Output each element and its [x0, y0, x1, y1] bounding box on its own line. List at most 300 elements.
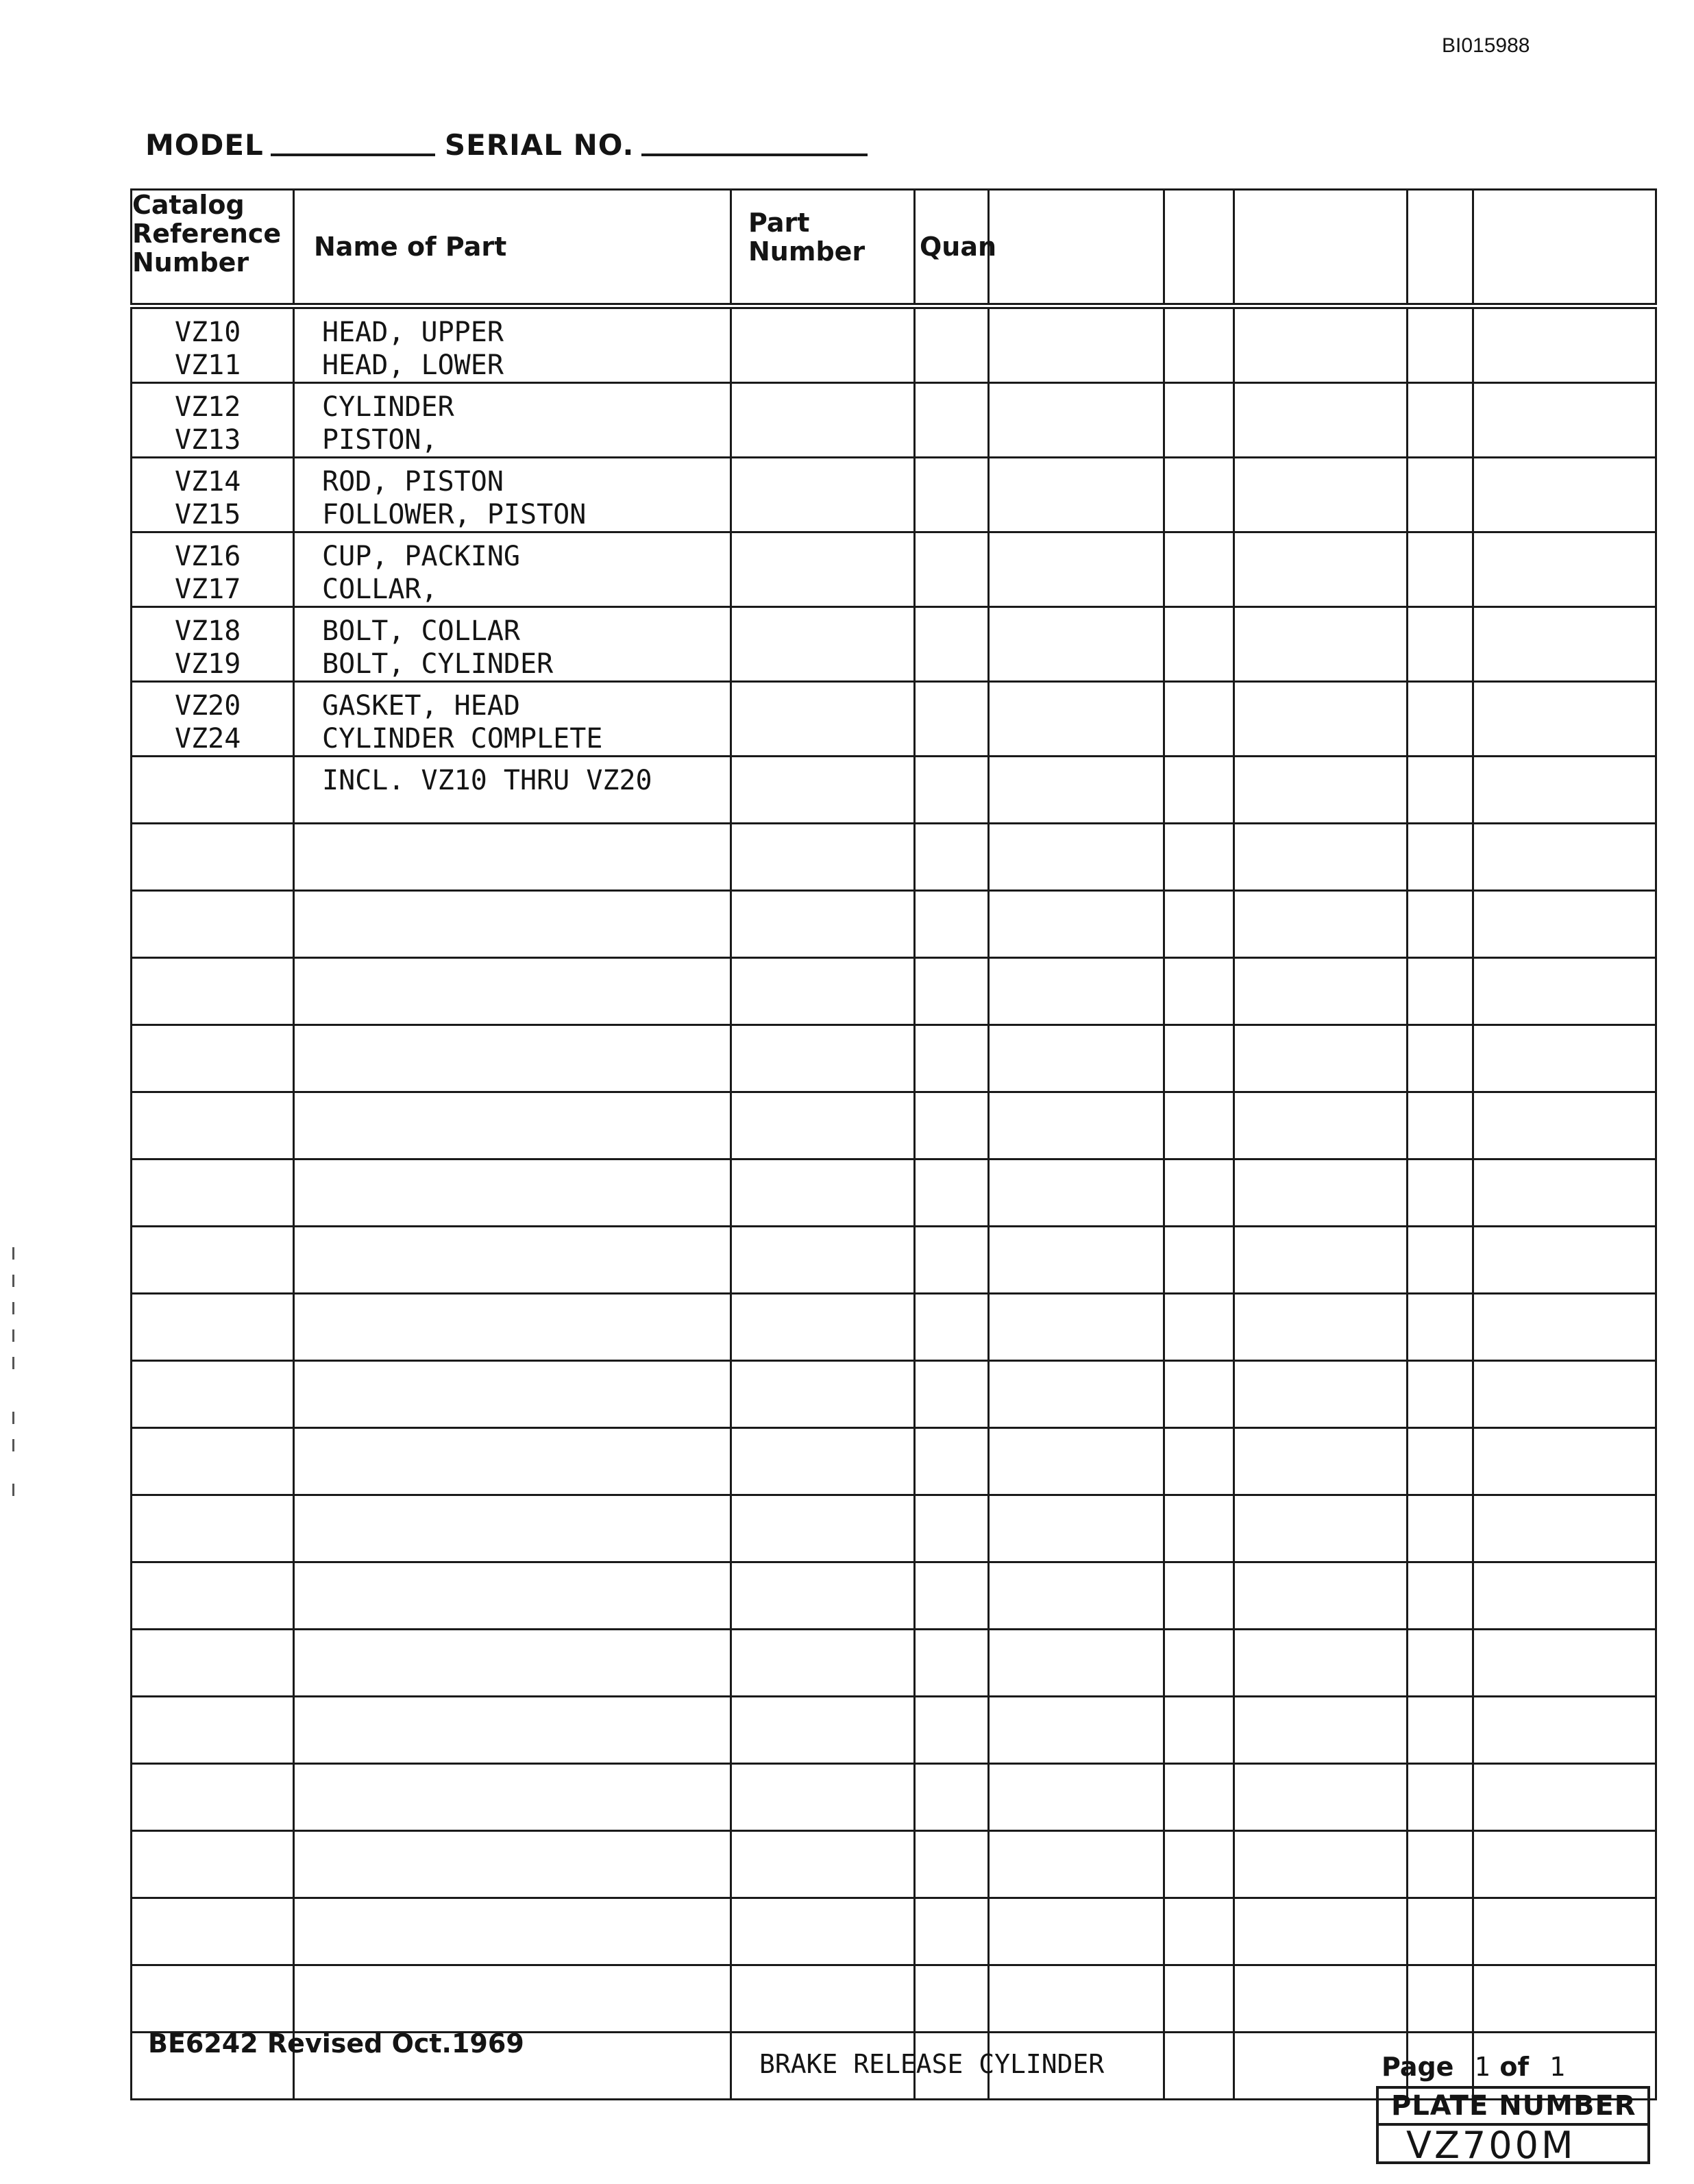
blank-cell — [1164, 1630, 1234, 1697]
blank-cell — [1408, 1160, 1473, 1227]
blank-cell — [989, 1495, 1164, 1562]
blank-cell — [1164, 306, 1234, 383]
catalog-ref-lines — [132, 757, 293, 764]
blank-cell — [989, 682, 1164, 757]
catalog-ref-cell — [132, 891, 294, 958]
blank-cell — [989, 757, 1164, 824]
part-name-lines — [295, 757, 730, 797]
part-name-cell — [294, 891, 731, 958]
part-number-cell — [731, 1227, 915, 1294]
blank-cell — [1408, 1562, 1473, 1630]
catalog-ref-cell — [132, 306, 294, 383]
table-row — [132, 1495, 1656, 1562]
blank-cell — [1408, 1697, 1473, 1764]
blank-cell — [1473, 306, 1656, 383]
table-row — [132, 1361, 1656, 1428]
part-name: CUP, PACKING — [322, 541, 520, 572]
part-name-lines — [295, 458, 730, 531]
blank-cell — [1473, 824, 1656, 891]
blank-cell — [989, 1764, 1164, 1831]
part-number-cell — [731, 1898, 915, 1965]
blank-cell — [1164, 1160, 1234, 1227]
catalog-ref-cell — [132, 1562, 294, 1630]
blank-cell — [1473, 682, 1656, 757]
blank-cell — [989, 1898, 1164, 1965]
blank-cell — [1164, 1562, 1234, 1630]
blank-cell — [1234, 1764, 1408, 1831]
quantity-cell — [915, 891, 989, 958]
blank-cell — [1473, 1965, 1656, 2033]
part-name: INCL. VZ10 THRU VZ20 — [322, 765, 652, 796]
catalog-ref-cell — [132, 458, 294, 532]
blank-cell — [1408, 1630, 1473, 1697]
catalog-ref-number: VZ11 — [175, 349, 241, 381]
model-blank — [271, 154, 435, 156]
catalog-ref-lines — [132, 309, 293, 382]
part-name: ROD, PISTON — [322, 466, 504, 498]
part-name-cell — [294, 1898, 731, 1965]
blank-cell — [1408, 1361, 1473, 1428]
blank-cell — [1234, 532, 1408, 607]
blank-cell — [1234, 824, 1408, 891]
blank-cell — [1234, 1630, 1408, 1697]
blank-cell — [1234, 1898, 1408, 1965]
blank-cell — [989, 1160, 1164, 1227]
quantity-cell — [915, 1294, 989, 1361]
blank-cell — [1408, 682, 1473, 757]
catalog-ref-number: VZ15 — [175, 499, 241, 530]
catalog-ref-cell — [132, 532, 294, 607]
blank-cell — [1473, 1092, 1656, 1160]
blank-cell — [1234, 607, 1408, 682]
blank-cell — [1234, 1025, 1408, 1092]
blank-cell — [1164, 2033, 1234, 2100]
page-total: 1 — [1549, 2052, 1565, 2082]
table-row — [132, 824, 1656, 891]
quantity-cell — [915, 1630, 989, 1697]
blank-cell — [1234, 958, 1408, 1025]
part-number-cell — [731, 1764, 915, 1831]
parts-table — [130, 188, 1657, 2100]
plate-number-value: VZ700M — [1406, 2124, 1576, 2167]
plate-number-box — [1376, 2086, 1650, 2167]
blank-cell — [1234, 1227, 1408, 1294]
blank-cell — [1473, 1361, 1656, 1428]
blank-cell — [1408, 1495, 1473, 1562]
part-number-cell — [731, 1025, 915, 1092]
part-number-cell — [731, 1428, 915, 1495]
catalog-ref-cell — [132, 1227, 294, 1294]
blank-cell — [989, 383, 1164, 458]
blank-cell — [1408, 306, 1473, 383]
blank-cell — [1473, 891, 1656, 958]
catalog-ref-cell — [132, 1092, 294, 1160]
catalog-ref-lines — [132, 458, 293, 531]
table-body — [132, 306, 1656, 2100]
part-name-cell — [294, 1764, 731, 1831]
table-row — [132, 1160, 1656, 1227]
blank-cell — [1408, 1227, 1473, 1294]
part-name: FOLLOWER, PISTON — [322, 499, 587, 530]
blank-cell — [1164, 958, 1234, 1025]
serial-blank — [641, 154, 868, 156]
quantity-cell — [915, 1562, 989, 1630]
catalog-ref-number: VZ17 — [175, 574, 241, 605]
table-row — [132, 1428, 1656, 1495]
blank-cell — [989, 607, 1164, 682]
blank-cell — [1408, 1092, 1473, 1160]
catalog-ref-cell — [132, 1697, 294, 1764]
part-number-cell — [731, 1697, 915, 1764]
part-name: CYLINDER COMPLETE — [322, 723, 603, 754]
blank-cell — [1234, 1160, 1408, 1227]
catalog-ref-cell — [132, 1428, 294, 1495]
blank-cell — [1473, 1428, 1656, 1495]
blank-cell — [1408, 1764, 1473, 1831]
table-row — [132, 1227, 1656, 1294]
part-name-cell — [294, 1630, 731, 1697]
quantity-cell — [915, 1092, 989, 1160]
blank-cell — [1234, 757, 1408, 824]
part-name: CYLINDER — [322, 391, 454, 423]
part-number-cell — [731, 607, 915, 682]
blank-cell — [1234, 1092, 1408, 1160]
part-name-cell — [294, 1160, 731, 1227]
blank-cell — [1164, 1428, 1234, 1495]
quantity-cell — [915, 1428, 989, 1495]
catalog-ref-lines — [132, 533, 293, 606]
catalog-ref-cell — [132, 682, 294, 757]
page-current: 1 — [1474, 2052, 1490, 2082]
blank-cell — [1473, 757, 1656, 824]
catalog-ref-number: VZ16 — [175, 541, 241, 572]
part-number-cell — [731, 824, 915, 891]
blank-cell — [989, 1361, 1164, 1428]
part-name-lines — [295, 533, 730, 606]
blank-cell — [1234, 1562, 1408, 1630]
blank-cell — [1164, 1361, 1234, 1428]
plate-number-label: PLATE NUMBER — [1379, 2089, 1647, 2126]
blank-cell — [1408, 1831, 1473, 1898]
part-number-cell — [731, 1160, 915, 1227]
header-blank — [1408, 190, 1473, 306]
blank-cell — [1234, 1361, 1408, 1428]
header-part-number: Part Number — [731, 190, 915, 306]
blank-cell — [1408, 824, 1473, 891]
part-name-lines — [295, 309, 730, 382]
table-row — [132, 757, 1656, 824]
blank-cell — [1473, 1495, 1656, 1562]
catalog-ref-cell — [132, 1898, 294, 1965]
blank-cell — [1234, 1294, 1408, 1361]
table-row — [132, 1562, 1656, 1630]
quantity-cell — [915, 383, 989, 458]
table-row — [132, 1697, 1656, 1764]
blank-cell — [1164, 682, 1234, 757]
blank-cell — [989, 1227, 1164, 1294]
part-name-cell — [294, 824, 731, 891]
blank-cell — [1164, 1831, 1234, 1898]
table-row — [132, 532, 1656, 607]
blank-cell — [1234, 458, 1408, 532]
blank-cell — [989, 1831, 1164, 1898]
part-name-cell — [294, 458, 731, 532]
catalog-ref-number: VZ19 — [175, 648, 241, 680]
quantity-cell — [915, 1495, 989, 1562]
table-row — [132, 1831, 1656, 1898]
part-name: COLLAR, — [322, 574, 438, 605]
quantity-cell — [915, 1697, 989, 1764]
quantity-cell — [915, 532, 989, 607]
table-row — [132, 1025, 1656, 1092]
header-catalog-reference: Catalog Reference Number — [132, 190, 294, 306]
part-name-cell — [294, 757, 731, 824]
blank-cell — [1164, 1965, 1234, 2033]
quantity-cell — [915, 958, 989, 1025]
catalog-ref-cell — [132, 1831, 294, 1898]
blank-cell — [1473, 532, 1656, 607]
blank-cell — [989, 306, 1164, 383]
table-row — [132, 891, 1656, 958]
blank-cell — [1473, 1227, 1656, 1294]
table-row — [132, 1898, 1656, 1965]
form-number: BE6242 Revised Oct.1969 — [148, 2028, 524, 2059]
quantity-cell — [915, 1160, 989, 1227]
part-number-cell — [731, 1092, 915, 1160]
table-header-row — [132, 190, 1656, 306]
serial-label: SERIAL NO. — [444, 128, 635, 162]
blank-cell — [1408, 757, 1473, 824]
blank-cell — [1408, 891, 1473, 958]
blank-cell — [989, 1294, 1164, 1361]
blank-cell — [1164, 1697, 1234, 1764]
blank-cell — [1164, 1092, 1234, 1160]
part-name-cell — [294, 1495, 731, 1562]
part-name: PISTON, — [322, 424, 438, 456]
blank-cell — [1408, 1025, 1473, 1092]
blank-cell — [989, 1092, 1164, 1160]
catalog-ref-number: VZ12 — [175, 391, 241, 423]
table-row — [132, 1965, 1656, 2033]
catalog-ref-number: VZ18 — [175, 615, 241, 647]
quantity-cell — [915, 1898, 989, 1965]
blank-cell — [1473, 1898, 1656, 1965]
catalog-ref-cell — [132, 1025, 294, 1092]
part-number-cell — [731, 458, 915, 532]
catalog-ref-cell — [132, 1630, 294, 1697]
blank-cell — [989, 1965, 1164, 2033]
blank-cell — [1473, 1764, 1656, 1831]
part-name-cell — [294, 1227, 731, 1294]
blank-cell — [1473, 1025, 1656, 1092]
catalog-ref-cell — [132, 958, 294, 1025]
catalog-ref-cell — [132, 824, 294, 891]
quantity-cell — [915, 306, 989, 383]
blank-cell — [989, 1697, 1164, 1764]
part-number-cell — [731, 1965, 915, 2033]
blank-cell — [1164, 1495, 1234, 1562]
part-number-cell — [731, 1630, 915, 1697]
blank-cell — [989, 824, 1164, 891]
table-row — [132, 1630, 1656, 1697]
part-name-lines — [295, 384, 730, 456]
blank-cell — [1473, 1294, 1656, 1361]
part-name-cell — [294, 682, 731, 757]
blank-cell — [1473, 1831, 1656, 1898]
catalog-ref-number: VZ13 — [175, 424, 241, 456]
blank-cell — [1473, 458, 1656, 532]
catalog-ref-number: VZ14 — [175, 466, 241, 498]
part-name-cell — [294, 1965, 731, 2033]
blank-cell — [1234, 1495, 1408, 1562]
blank-cell — [1473, 1160, 1656, 1227]
blank-cell — [1164, 1898, 1234, 1965]
quantity-cell — [915, 1361, 989, 1428]
quantity-cell — [915, 458, 989, 532]
catalog-ref-cell — [132, 1294, 294, 1361]
quantity-cell — [915, 607, 989, 682]
header-blank — [1473, 190, 1656, 306]
part-name: HEAD, UPPER — [322, 317, 504, 348]
header-blank — [989, 190, 1164, 306]
blank-cell — [1164, 1764, 1234, 1831]
blank-cell — [1408, 1294, 1473, 1361]
blank-cell — [989, 958, 1164, 1025]
catalog-ref-cell — [132, 1160, 294, 1227]
page-indicator — [1382, 2052, 1565, 2082]
blank-cell — [1408, 532, 1473, 607]
blank-cell — [989, 458, 1164, 532]
catalog-ref-lines — [132, 608, 293, 680]
catalog-ref-number: VZ10 — [175, 317, 241, 348]
part-number-cell — [731, 1831, 915, 1898]
blank-cell — [1164, 607, 1234, 682]
table-row — [132, 458, 1656, 532]
table-row — [132, 306, 1656, 383]
part-name-cell — [294, 383, 731, 458]
quantity-cell — [915, 682, 989, 757]
blank-cell — [1408, 1898, 1473, 1965]
part-number-cell — [731, 383, 915, 458]
blank-cell — [1234, 1965, 1408, 2033]
blank-cell — [1164, 757, 1234, 824]
part-name-cell — [294, 532, 731, 607]
blank-cell — [1408, 958, 1473, 1025]
catalog-ref-cell — [132, 1764, 294, 1831]
part-name-cell — [294, 1428, 731, 1495]
header-name-of-part: Name of Part — [294, 190, 731, 306]
quantity-cell — [915, 757, 989, 824]
header-fields — [145, 121, 877, 162]
part-number-cell — [731, 1361, 915, 1428]
part-name-cell — [294, 1092, 731, 1160]
part-name-cell — [294, 607, 731, 682]
quantity-cell — [915, 1965, 989, 2033]
part-name: GASKET, HEAD — [322, 690, 520, 722]
part-number-cell — [731, 306, 915, 383]
blank-cell — [1234, 306, 1408, 383]
blank-cell — [1164, 1294, 1234, 1361]
parts-table-sheet — [130, 188, 1657, 2015]
catalog-ref-cell — [132, 1361, 294, 1428]
table-row — [132, 607, 1656, 682]
quantity-cell — [915, 1764, 989, 1831]
blank-cell — [1234, 1831, 1408, 1898]
quantity-cell — [915, 1831, 989, 1898]
blank-cell — [989, 1025, 1164, 1092]
blank-cell — [1234, 1697, 1408, 1764]
blank-cell — [1473, 1630, 1656, 1697]
catalog-ref-cell — [132, 383, 294, 458]
part-name-cell — [294, 1025, 731, 1092]
part-number-cell — [731, 757, 915, 824]
blank-cell — [989, 891, 1164, 958]
blank-cell — [1164, 383, 1234, 458]
part-number-cell — [731, 1294, 915, 1361]
blank-cell — [1234, 891, 1408, 958]
part-number-cell — [731, 891, 915, 958]
part-name-cell — [294, 1361, 731, 1428]
part-name: HEAD, LOWER — [322, 349, 504, 381]
blank-cell — [1234, 1428, 1408, 1495]
blank-cell — [1408, 1428, 1473, 1495]
part-number-cell — [731, 1495, 915, 1562]
quantity-cell — [915, 824, 989, 891]
blank-cell — [989, 1562, 1164, 1630]
catalog-ref-number: VZ20 — [175, 690, 241, 722]
table-row — [132, 958, 1656, 1025]
blank-cell — [989, 1630, 1164, 1697]
document-id: BI015988 — [1442, 34, 1530, 57]
part-number-cell — [731, 682, 915, 757]
header-blank — [1234, 190, 1408, 306]
blank-cell — [1164, 1227, 1234, 1294]
blank-cell — [1473, 1697, 1656, 1764]
table-row — [132, 1764, 1656, 1831]
blank-cell — [1164, 891, 1234, 958]
part-name: BOLT, CYLINDER — [322, 648, 554, 680]
blank-cell — [989, 1428, 1164, 1495]
catalog-ref-cell — [132, 607, 294, 682]
blank-cell — [1164, 532, 1234, 607]
catalog-ref-cell — [132, 1965, 294, 2033]
blank-cell — [1473, 607, 1656, 682]
part-name-lines — [295, 608, 730, 680]
header-quantity: Quan — [915, 190, 989, 306]
part-name-cell — [294, 1697, 731, 1764]
model-label: MODEL — [145, 128, 264, 162]
catalog-ref-lines — [132, 384, 293, 456]
blank-cell — [989, 532, 1164, 607]
part-number-cell — [731, 532, 915, 607]
part-name: BOLT, COLLAR — [322, 615, 520, 647]
table-row — [132, 1294, 1656, 1361]
blank-cell — [1473, 1562, 1656, 1630]
part-name-cell — [294, 1294, 731, 1361]
catalog-ref-number: VZ24 — [175, 723, 241, 754]
table-row — [132, 682, 1656, 757]
blank-cell — [1234, 383, 1408, 458]
blank-cell — [1408, 1965, 1473, 2033]
blank-cell — [1408, 383, 1473, 458]
blank-cell — [1473, 383, 1656, 458]
blank-cell — [1234, 682, 1408, 757]
catalog-ref-cell — [132, 757, 294, 824]
table-row — [132, 1092, 1656, 1160]
page-label: Page — [1382, 2052, 1454, 2082]
blank-cell — [1473, 958, 1656, 1025]
part-name-cell — [294, 1562, 731, 1630]
